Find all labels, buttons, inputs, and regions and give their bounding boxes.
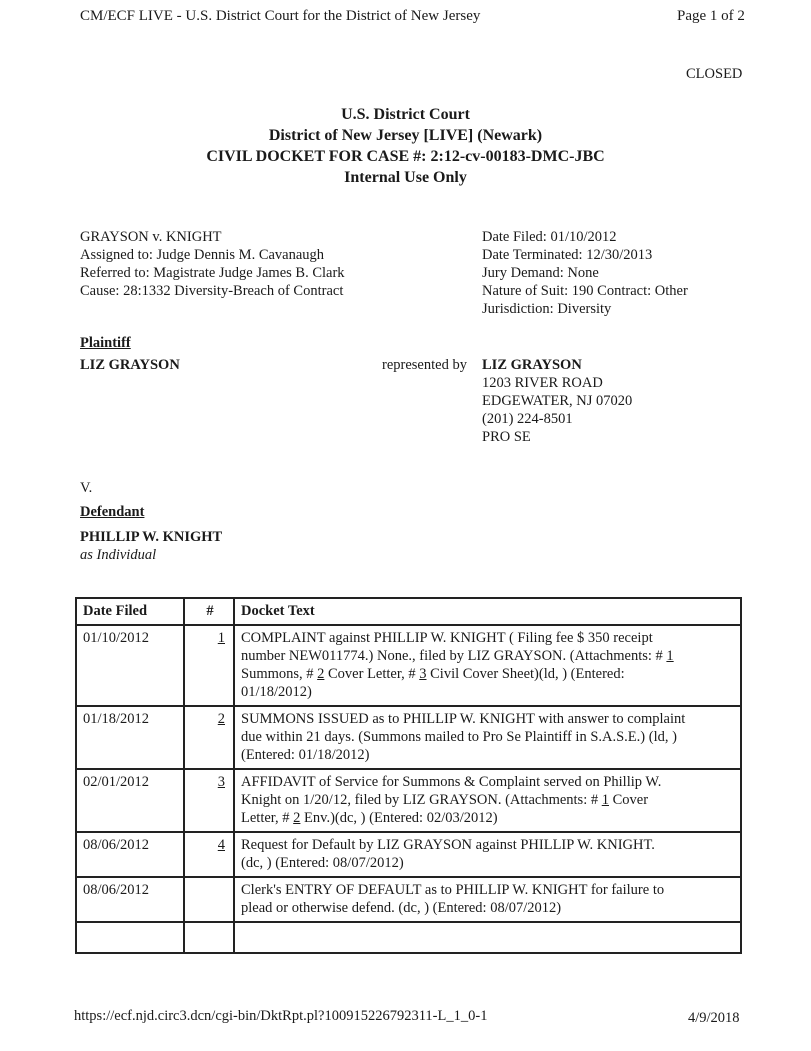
attachment-link[interactable]: 1 (666, 648, 674, 664)
row-text: COMPLAINT against PHILLIP W. KNIGHT ( Filing fee $ 350 receipt number NEW011774.) None., filed by LIZ GRAYSON. (Attachments: # 1 Summons, # 2 Cover Letter, # 3 Civil Cover Sheet)(ld, ) (Entered: 01/18/2012) (234, 625, 741, 706)
docket-entry-link[interactable]: 1 (217, 630, 225, 646)
table-row-continued (76, 922, 741, 953)
rep-status: PRO SE (482, 429, 531, 445)
header-docket-text: Docket Text (234, 598, 741, 625)
nature-of-suit: Nature of Suit: 190 Contract: Other (482, 283, 688, 299)
docket-header-row (76, 598, 741, 625)
row-text: Request for Default by LIZ GRAYSON against PHILLIP W. KNIGHT. (dc, ) (Entered: 08/07/2012) (234, 832, 741, 877)
rep-phone: (201) 224-8501 (482, 411, 573, 427)
rep-address-2: EDGEWATER, NJ 07020 (482, 393, 633, 409)
court-line-2: District of New Jersey [LIVE] (Newark) (268, 127, 543, 144)
table-row (76, 877, 741, 922)
case-info-right (482, 228, 688, 318)
table-row (76, 706, 741, 769)
defendant-capacity: as Individual (80, 547, 157, 563)
docket-entry-link[interactable]: 2 (217, 711, 225, 727)
page-number: Page 1 of 2 (677, 8, 745, 24)
attachment-link[interactable]: 2 (317, 666, 325, 682)
row-date: 08/06/2012 (76, 877, 184, 922)
rep-name: LIZ GRAYSON (482, 357, 582, 373)
table-row (76, 832, 741, 877)
case-cause: Cause: 28:1332 Diversity-Breach of Contract (80, 283, 344, 299)
represented-by-label: represented by (382, 357, 467, 373)
case-caption: GRAYSON v. KNIGHT (80, 229, 222, 245)
assigned-judge: Assigned to: Judge Dennis M. Cavanaugh (80, 247, 325, 263)
court-line-4: Internal Use Only (344, 169, 467, 186)
attachment-link[interactable]: 1 (601, 792, 609, 808)
table-row (76, 769, 741, 832)
docket-table (75, 597, 742, 954)
plaintiff-representation (482, 356, 632, 446)
row-date: 01/18/2012 (76, 706, 184, 769)
case-info-left (80, 228, 345, 300)
table-row (76, 625, 741, 706)
referred-judge: Referred to: Magistrate Judge James B. Clark (80, 265, 345, 281)
row-date: 01/10/2012 (76, 625, 184, 706)
versus: V. (80, 480, 93, 496)
court-title (0, 104, 811, 188)
row-text: Clerk's ENTRY OF DEFAULT as to PHILLIP W. KNIGHT for failure to plead or otherwise defend. (dc, ) (Entered: 08/07/2012) (234, 877, 741, 922)
date-terminated: Date Terminated: 12/30/2013 (482, 247, 653, 263)
defendant-heading: Defendant (80, 504, 145, 520)
court-line-1: U.S. District Court (341, 106, 470, 123)
header-date-filed: Date Filed (76, 598, 184, 625)
header-title: CM/ECF LIVE - U.S. District Court for the District of New Jersey (80, 8, 481, 24)
row-date: 08/06/2012 (76, 832, 184, 877)
plaintiff-name: LIZ GRAYSON (80, 357, 180, 373)
footer-url: https://ecf.njd.circ3.dcn/cgi-bin/DktRpt.pl?100915226792311-L_1_0-1 (74, 1008, 488, 1024)
docket-entry-link[interactable]: 3 (217, 774, 225, 790)
rep-address-1: 1203 RIVER ROAD (482, 375, 603, 391)
attachment-link[interactable]: 3 (419, 666, 427, 682)
docket-entry-number (225, 882, 229, 898)
jurisdiction: Jurisdiction: Diversity (482, 301, 612, 317)
case-status: CLOSED (686, 66, 743, 82)
row-text: SUMMONS ISSUED as to PHILLIP W. KNIGHT with answer to complaint due within 21 days. (Summons mailed to Pro Se Plaintiff in S.A.S.E.) (ld, ) (Entered: 01/18/2012) (234, 706, 741, 769)
footer-date: 4/9/2018 (688, 1010, 740, 1026)
docket-entry-link[interactable]: 4 (217, 837, 225, 853)
plaintiff-heading: Plaintiff (80, 335, 131, 351)
court-line-3: CIVIL DOCKET FOR CASE #: 2:12-cv-00183-DMC-JBC (206, 148, 605, 165)
header-number: # (184, 598, 234, 625)
attachment-link[interactable]: 2 (293, 810, 301, 826)
row-text: AFFIDAVIT of Service for Summons & Complaint served on Phillip W. Knight on 1/20/12, filed by LIZ GRAYSON. (Attachments: # 1 Cover Letter, # 2 Env.)(dc, ) (Entered: 02/03/2012) (234, 769, 741, 832)
jury-demand: Jury Demand: None (482, 265, 599, 281)
row-date: 02/01/2012 (76, 769, 184, 832)
date-filed: Date Filed: 01/10/2012 (482, 229, 617, 245)
defendant-name: PHILLIP W. KNIGHT (80, 529, 223, 545)
